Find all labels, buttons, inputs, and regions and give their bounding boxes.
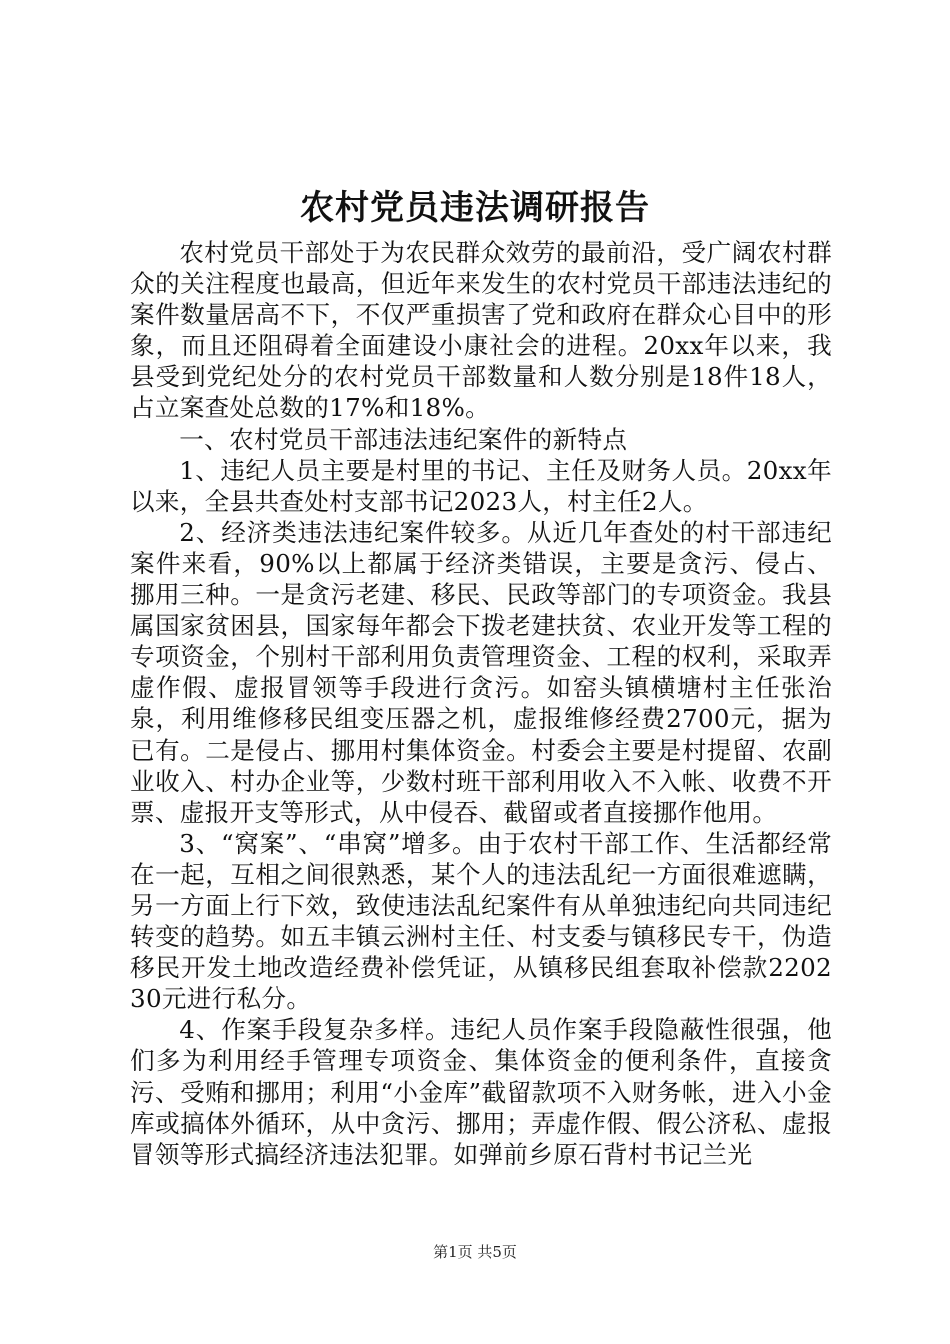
document-body <box>130 237 832 1170</box>
paragraph-point-1: 1、违纪人员主要是村里的书记、主任及财务人员。20xx年以来，全县共查处村支部书记2023人，村主任2人。 <box>130 455 832 516</box>
page-number-footer: 第1页 共5页 <box>433 1243 517 1261</box>
paragraph-point-3: 3、“窝案”、“串窝”增多。由于农村干部工作、生活都经常在一起，互相之间很熟悉，某个人的违法乱纪一方面很难遮瞒，另一方面上行下效，致使违法乱纪案件有从单独违纪向共同违纪转变的趋势。如五丰镇云洲村主任、村支委与镇移民专干，伪造移民开发土地改造经费补偿凭证，从镇移民组套取补偿款220230元进行私分。 <box>130 828 832 1014</box>
paragraph-point-2: 2、经济类违法违纪案件较多。从近几年查处的村干部违纪案件来看，90%以上都属于经济类错误，主要是贪污、侵占、挪用三种。一是贪污老建、移民、民政等部门的专项资金。我县属国家贫困县，国家每年都会下拨老建扶贫、农业开发等工程的专项资金，个别村干部利用负责管理资金、工程的权利，采取弄虚作假、虚报冒领等手段进行贪污。如窑头镇横塘村主任张治泉，利用维修移民组变压器之机，虚报维修经费2700元，据为已有。二是侵占、挪用村集体资金。村委会主要是村提留、农副业收入、村办企业等，少数村班干部利用收入不入帐、收费不开票、虚报开支等形式，从中侵吞、截留或者直接挪作他用。 <box>130 517 832 827</box>
section-heading: 一、农村党员干部违法违纪案件的新特点 <box>179 424 628 454</box>
paragraph-intro: 农村党员干部处于为农民群众效劳的最前沿，受广阔农村群众的关注程度也最高，但近年来发生的农村党员干部违法违纪的案件数量居高不下，不仅严重损害了党和政府在群众心目中的形象，而且还阻碍着全面建设小康社会的进程。20xx年以来，我县受到党纪处分的农村党员干部数量和人数分别是18件18人，占立案查处总数的17%和18%。 <box>130 238 832 423</box>
paragraph-point-4: 4、作案手段复杂多样。违纪人员作案手段隐蔽性很强，他们多为利用经手管理专项资金、集体资金的便利条件，直接贪污、受贿和挪用；利用“小金库”截留款项不入财务帐，进入小金库或搞体外循环，从中贪污、挪用；弄虚作假、假公济私、虚报冒领等形式搞经济违法犯罪。如弹前乡原石背村书记兰光 <box>130 1015 832 1169</box>
document-title: 农村党员违法调研报告 <box>300 188 650 228</box>
